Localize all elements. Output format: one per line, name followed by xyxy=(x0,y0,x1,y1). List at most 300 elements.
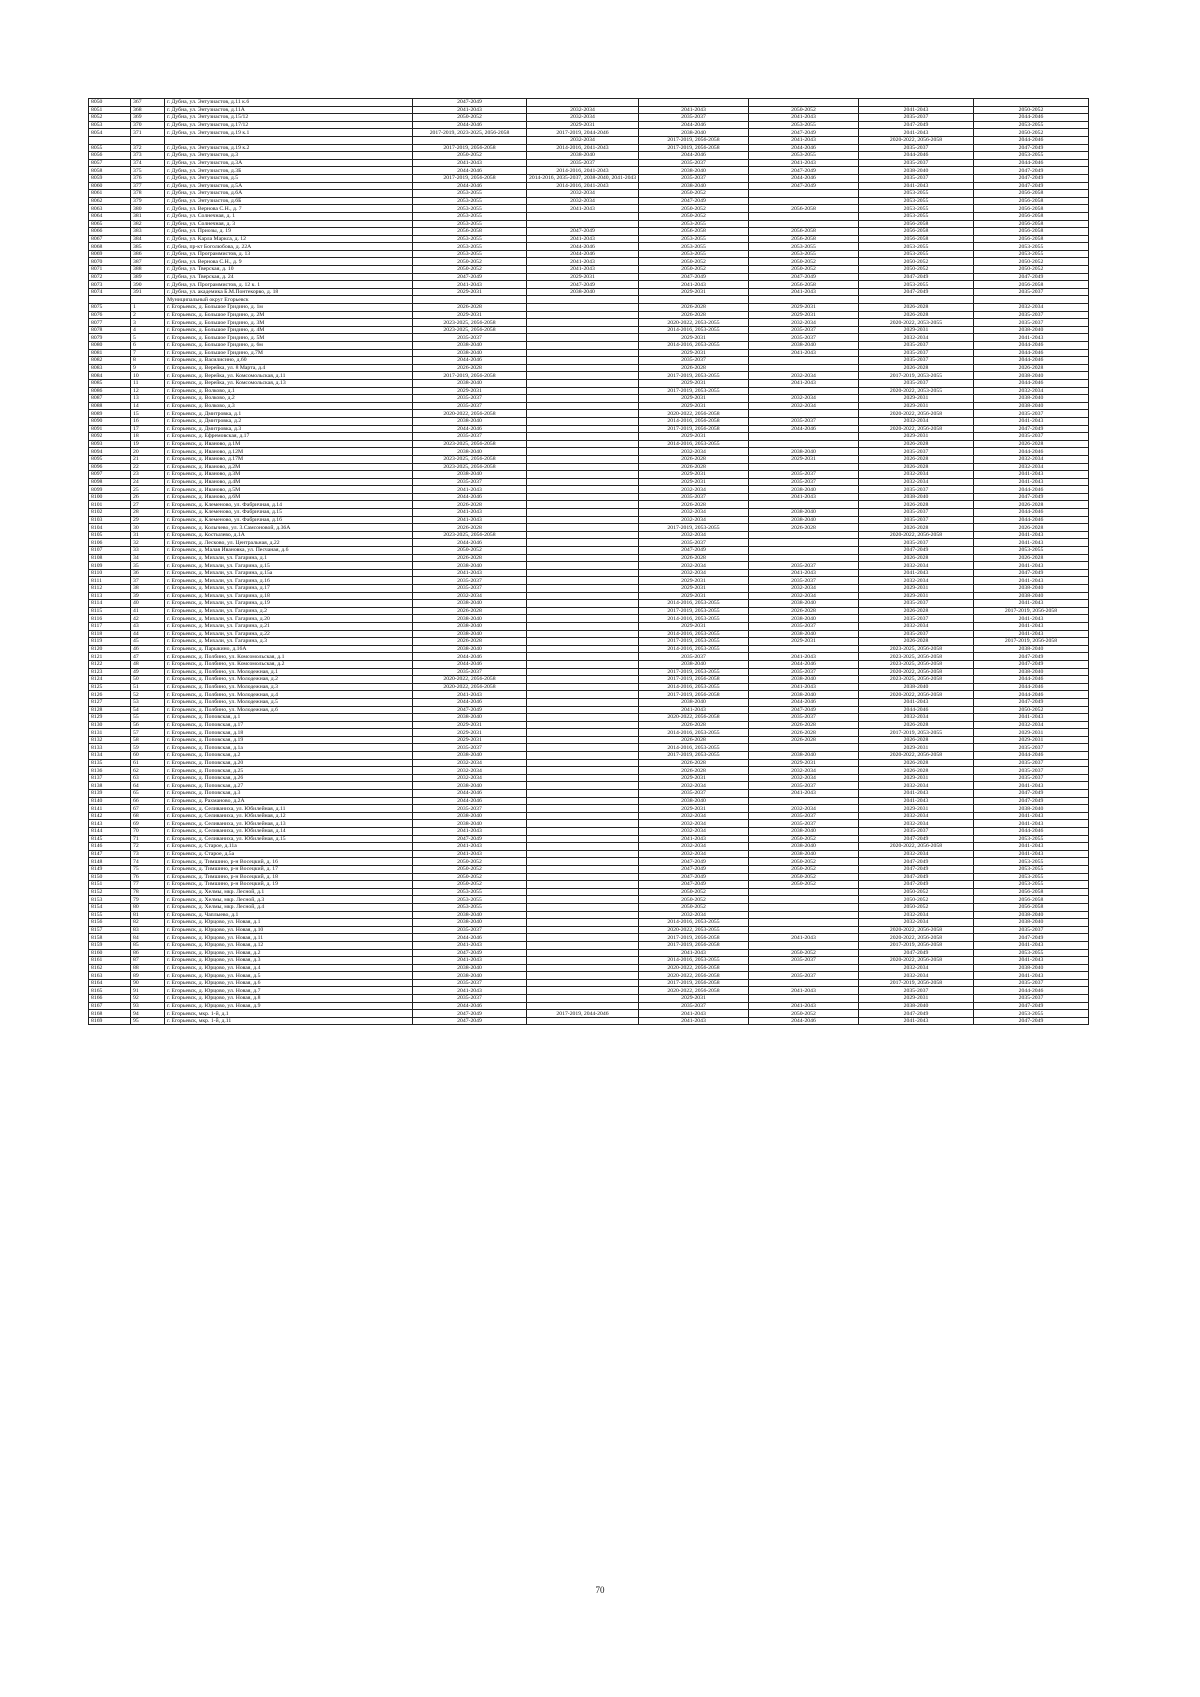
period-3-cell: 2020-2022, 2056-2058 xyxy=(639,972,749,980)
table-row xyxy=(89,850,1089,858)
period-6-cell: 2032-2034 xyxy=(974,463,1089,471)
period-2-cell xyxy=(527,592,639,600)
period-1-cell: 2041-2043 xyxy=(413,106,527,114)
period-4-cell: 2050-2052 xyxy=(749,873,859,881)
period-2-cell xyxy=(527,698,639,706)
period-4-cell: 2038-2040 xyxy=(749,448,859,456)
period-2-cell xyxy=(527,782,639,790)
period-1-cell: 2050-2052 xyxy=(413,547,527,555)
period-5-cell: 2053-2055 xyxy=(859,243,974,251)
row-index-cell: 8149 xyxy=(89,865,131,873)
period-4-cell: 2038-2040 xyxy=(749,676,859,684)
period-3-cell: 2029-2031 xyxy=(639,349,749,357)
period-4-cell: 2044-2046 xyxy=(749,698,859,706)
period-3-cell: 2029-2031 xyxy=(639,478,749,486)
period-5-cell: 2029-2031 xyxy=(859,585,974,593)
row-index-cell: 8070 xyxy=(89,258,131,266)
table-row xyxy=(89,1010,1089,1018)
period-6-cell: 2038-2040 xyxy=(974,919,1089,927)
period-1-cell: 2032-2034 xyxy=(413,767,527,775)
period-6-cell: 2044-2046 xyxy=(974,379,1089,387)
period-5-cell: 2026-2028 xyxy=(859,721,974,729)
period-6-cell: 2035-2037 xyxy=(974,744,1089,752)
period-2-cell xyxy=(527,607,639,615)
period-2-cell xyxy=(527,949,639,957)
address-cell: г. Егорьевск, д. Михали, ул. Гагарина, д.15а xyxy=(165,569,413,577)
address-cell: г. Егорьевск, д. Большое Гридино, д. 4М xyxy=(165,326,413,334)
address-cell: г. Дубна, ул. академика Б.М.Понтекорво, д. 18 xyxy=(165,288,413,296)
table-row xyxy=(89,349,1089,357)
table-row xyxy=(89,379,1089,387)
address-cell: г. Егорьевск, д. Тимшино, р-н Восецкий, д. 19 xyxy=(165,881,413,889)
address-cell: г. Егорьевск, д. Иваново, д.6М xyxy=(165,493,413,501)
period-2-cell: 2032-2034 xyxy=(527,136,639,144)
period-5-cell: 2017-2019, 2053-2055 xyxy=(859,372,974,380)
period-6-cell: 2047-2049 xyxy=(974,934,1089,942)
period-4-cell: 2053-2055 xyxy=(749,243,859,251)
table-row xyxy=(89,706,1089,714)
period-6-cell: 2038-2040 xyxy=(974,964,1089,972)
table-row xyxy=(89,919,1089,927)
row-index-cell: 8053 xyxy=(89,121,131,129)
period-5-cell: 2020-2022, 2056-2058 xyxy=(859,668,974,676)
row-index-cell: 8088 xyxy=(89,402,131,410)
period-3-cell: 2050-2052 xyxy=(639,903,749,911)
period-3-cell: 2029-2031 xyxy=(639,585,749,593)
address-cell: г. Егорьевск, д. Полбино, ул. Молодежная, д.4 xyxy=(165,691,413,699)
table-row xyxy=(89,835,1089,843)
period-4-cell: 2035-2037 xyxy=(749,972,859,980)
period-5-cell: 2026-2028 xyxy=(859,607,974,615)
period-6-cell: 2041-2043 xyxy=(974,957,1089,965)
row-index-cell: 8120 xyxy=(89,645,131,653)
period-6-cell: 2038-2040 xyxy=(974,326,1089,334)
period-1-cell: 2035-2037 xyxy=(413,979,527,987)
period-6-cell: 2041-2043 xyxy=(974,417,1089,425)
period-2-cell xyxy=(527,471,639,479)
row-number-cell: 21 xyxy=(131,455,165,463)
period-4-cell: 2053-2055 xyxy=(749,250,859,258)
period-5-cell: 2020-2022, 2053-2055 xyxy=(859,387,974,395)
address-cell: г. Егорьевск, д. Большое Гридино, д. 5М xyxy=(165,334,413,342)
period-4-cell: 2050-2052 xyxy=(749,858,859,866)
period-4-cell: 2053-2055 xyxy=(749,152,859,160)
row-number-cell: 18 xyxy=(131,433,165,441)
period-5-cell: 2020-2022, 2056-2058 xyxy=(859,531,974,539)
period-5-cell: 2041-2043 xyxy=(859,698,974,706)
address-cell: г. Егорьевск, д. Юрцово, ул. Новая, д.3 xyxy=(165,957,413,965)
row-number-cell: 3 xyxy=(131,319,165,327)
period-4-cell: 2047-2049 xyxy=(749,129,859,137)
period-2-cell xyxy=(527,417,639,425)
period-6-cell: 2038-2040 xyxy=(974,585,1089,593)
period-3-cell: 2017-2019, 2056-2058 xyxy=(639,676,749,684)
row-index-cell: 8090 xyxy=(89,417,131,425)
period-5-cell: 2020-2022, 2056-2058 xyxy=(859,752,974,760)
period-2-cell xyxy=(527,600,639,608)
period-5-cell: 2038-2040 xyxy=(859,167,974,175)
period-3-cell: 2032-2034 xyxy=(639,562,749,570)
row-number-cell: 46 xyxy=(131,645,165,653)
row-index-cell: 8162 xyxy=(89,964,131,972)
period-1-cell: 2041-2043 xyxy=(413,509,527,517)
row-number-cell: 45 xyxy=(131,638,165,646)
period-5-cell: 2047-2049 xyxy=(859,1010,974,1018)
period-5-cell: 2020-2022, 2056-2058 xyxy=(859,691,974,699)
period-2-cell xyxy=(527,835,639,843)
period-3-cell: 2017-2019, 2056-2058 xyxy=(639,941,749,949)
address-cell: г. Егорьевск, д. Иваново, д.5М xyxy=(165,486,413,494)
address-cell: г. Егорьевск, мкр. 1-й, д.11 xyxy=(165,1017,413,1025)
row-number-cell: 80 xyxy=(131,903,165,911)
row-number-cell: 95 xyxy=(131,1017,165,1025)
period-4-cell: 2038-2040 xyxy=(749,509,859,517)
period-2-cell xyxy=(527,797,639,805)
address-cell: г. Дубна, ул. Энтузиастов, д.17/12 xyxy=(165,121,413,129)
period-5-cell: 2050-2052 xyxy=(859,258,974,266)
address-cell: г. Егорьевск, д. Михали, ул. Гагарина, д.19 xyxy=(165,600,413,608)
period-2-cell: 2032-2034 xyxy=(527,190,639,198)
period-1-cell: 2038-2040 xyxy=(413,782,527,790)
period-2-cell xyxy=(527,402,639,410)
row-index-cell: 8064 xyxy=(89,212,131,220)
row-number-cell: 63 xyxy=(131,774,165,782)
period-2-cell xyxy=(527,759,639,767)
row-index-cell: 8140 xyxy=(89,797,131,805)
row-number-cell: 373 xyxy=(131,152,165,160)
address-cell: г. Егорьевск, д. Михали, ул. Гагарина, д.16 xyxy=(165,577,413,585)
period-5-cell: 2047-2049 xyxy=(859,858,974,866)
period-1-cell: 2053-2055 xyxy=(413,205,527,213)
period-4-cell xyxy=(749,364,859,372)
period-3-cell: 2017-2019, 2056-2058 xyxy=(639,136,749,144)
row-number-cell: 74 xyxy=(131,858,165,866)
row-index-cell: 8098 xyxy=(89,478,131,486)
period-4-cell xyxy=(749,440,859,448)
period-4-cell xyxy=(749,463,859,471)
row-index-cell: 8143 xyxy=(89,820,131,828)
period-4-cell xyxy=(749,296,859,304)
period-4-cell xyxy=(749,197,859,205)
period-5-cell: 2023-2025, 2056-2058 xyxy=(859,645,974,653)
row-index-cell: 8063 xyxy=(89,205,131,213)
row-index-cell: 8118 xyxy=(89,630,131,638)
period-6-cell: 2047-2049 xyxy=(974,493,1089,501)
period-4-cell xyxy=(749,212,859,220)
period-5-cell: 2047-2049 xyxy=(859,121,974,129)
period-1-cell: 2023-2025, 2056-2058 xyxy=(413,319,527,327)
period-5-cell: 2026-2028 xyxy=(859,759,974,767)
period-4-cell xyxy=(749,190,859,198)
period-3-cell: 2053-2055 xyxy=(639,220,749,228)
address-cell: г. Егорьевск, д. Поповская, д.20 xyxy=(165,759,413,767)
period-3-cell: 2014-2016, 2053-2055 xyxy=(639,342,749,350)
period-4-cell: 2041-2043 xyxy=(749,987,859,995)
period-5-cell: 2035-2037 xyxy=(859,357,974,365)
period-2-cell: 2041-2043 xyxy=(527,258,639,266)
row-index-cell: 8087 xyxy=(89,395,131,403)
period-5-cell: 2044-2046 xyxy=(859,152,974,160)
period-2-cell: 2038-2040 xyxy=(527,288,639,296)
period-4-cell: 2035-2037 xyxy=(749,714,859,722)
period-2-cell xyxy=(527,509,639,517)
period-2-cell xyxy=(527,448,639,456)
row-number-cell: 50 xyxy=(131,676,165,684)
period-3-cell: 2047-2049 xyxy=(639,865,749,873)
period-5-cell: 2044-2046 xyxy=(859,706,974,714)
period-4-cell: 2044-2046 xyxy=(749,174,859,182)
period-1-cell: 2035-2037 xyxy=(413,433,527,441)
row-index-cell: 8119 xyxy=(89,638,131,646)
period-1-cell: 2026-2028 xyxy=(413,364,527,372)
row-number-cell: 26 xyxy=(131,493,165,501)
period-3-cell: 2035-2037 xyxy=(639,174,749,182)
table-row xyxy=(89,903,1089,911)
row-index-cell: 8152 xyxy=(89,888,131,896)
period-4-cell: 2032-2034 xyxy=(749,319,859,327)
table-row xyxy=(89,342,1089,350)
period-3-cell: 2020-2022, 2053-2055 xyxy=(639,319,749,327)
address-cell: г. Егорьевск, д. Иваново, д.12М xyxy=(165,448,413,456)
period-4-cell: 2041-2043 xyxy=(749,934,859,942)
period-6-cell: 2050-2052 xyxy=(974,266,1089,274)
period-2-cell: 2035-2037 xyxy=(527,159,639,167)
period-4-cell xyxy=(749,896,859,904)
address-cell: г. Егорьевск, д. Хелмы, мкр. Лесной, д.3 xyxy=(165,896,413,904)
row-number-cell: 47 xyxy=(131,653,165,661)
row-index-cell: 8135 xyxy=(89,759,131,767)
row-number-cell: 385 xyxy=(131,243,165,251)
period-4-cell: 2050-2052 xyxy=(749,106,859,114)
period-2-cell xyxy=(527,888,639,896)
address-cell: г. Егорьевск, д. Большое Гридино, д. 6м xyxy=(165,342,413,350)
period-4-cell: 2035-2037 xyxy=(749,782,859,790)
period-1-cell: 2029-2031 xyxy=(413,288,527,296)
period-5-cell: 2023-2025, 2056-2058 xyxy=(859,660,974,668)
row-index-cell: 8081 xyxy=(89,349,131,357)
period-5-cell: 2026-2028 xyxy=(859,638,974,646)
row-index-cell: 8086 xyxy=(89,387,131,395)
period-6-cell: 2041-2043 xyxy=(974,562,1089,570)
period-3-cell: 2053-2055 xyxy=(639,235,749,243)
period-2-cell xyxy=(527,805,639,813)
address-cell: г. Егорьевск, д. Полбино, ул. Молодежная, д.1 xyxy=(165,668,413,676)
table-row xyxy=(89,774,1089,782)
row-index-cell: 8056 xyxy=(89,152,131,160)
row-number-cell: 16 xyxy=(131,417,165,425)
row-index-cell: 8085 xyxy=(89,379,131,387)
period-6-cell: 2047-2049 xyxy=(974,653,1089,661)
address-cell: г. Егорьевск, д. Верейка, ул. Комсомольская, д.13 xyxy=(165,379,413,387)
table-row xyxy=(89,182,1089,190)
row-index-cell: 8073 xyxy=(89,281,131,289)
row-index-cell: 8142 xyxy=(89,812,131,820)
period-1-cell: 2044-2046 xyxy=(413,1002,527,1010)
period-1-cell: 2041-2043 xyxy=(413,691,527,699)
period-4-cell xyxy=(749,797,859,805)
period-3-cell: 2017-2019, 2056-2058 xyxy=(639,979,749,987)
period-6-cell: 2041-2043 xyxy=(974,630,1089,638)
address-cell: г. Егорьевск, д. Михали, ул. Гагарина, д.2 xyxy=(165,607,413,615)
table-row xyxy=(89,220,1089,228)
row-index-cell: 8159 xyxy=(89,941,131,949)
period-5-cell: 2020-2022, 2053-2055 xyxy=(859,319,974,327)
period-2-cell xyxy=(527,372,639,380)
period-1-cell: 2035-2037 xyxy=(413,402,527,410)
row-number-cell: 6 xyxy=(131,342,165,350)
period-2-cell xyxy=(527,615,639,623)
row-index-cell: 8151 xyxy=(89,881,131,889)
row-number-cell: 81 xyxy=(131,911,165,919)
period-6-cell: 2032-2034 xyxy=(974,455,1089,463)
period-1-cell: 2038-2040 xyxy=(413,630,527,638)
period-2-cell xyxy=(527,455,639,463)
period-1-cell: 2050-2052 xyxy=(413,152,527,160)
period-4-cell: 2038-2040 xyxy=(749,752,859,760)
table-row xyxy=(89,873,1089,881)
address-cell: г. Егорьевск, д. Юрцово, ул. Новая, д.9 xyxy=(165,1002,413,1010)
row-number-cell: 19 xyxy=(131,440,165,448)
period-1-cell: 2044-2046 xyxy=(413,790,527,798)
period-3-cell: 2038-2040 xyxy=(639,129,749,137)
period-2-cell xyxy=(527,1002,639,1010)
period-1-cell: 2044-2046 xyxy=(413,539,527,547)
period-4-cell: 2038-2040 xyxy=(749,600,859,608)
period-4-cell xyxy=(749,531,859,539)
period-2-cell xyxy=(527,379,639,387)
period-5-cell: 2029-2031 xyxy=(859,395,974,403)
period-4-cell: 2029-2031 xyxy=(749,455,859,463)
period-1-cell: 2053-2055 xyxy=(413,250,527,258)
row-number-cell: 379 xyxy=(131,197,165,205)
row-index-cell: 8089 xyxy=(89,410,131,418)
address-cell: г. Егорьевск, д. Малая Ивановка, ул. Песчаная, д.6 xyxy=(165,547,413,555)
row-index-cell: 8110 xyxy=(89,569,131,577)
period-6-cell: 2044-2046 xyxy=(974,486,1089,494)
period-3-cell: 2017-2019, 2056-2058 xyxy=(639,144,749,152)
period-6-cell: 2038-2040 xyxy=(974,372,1089,380)
table-row xyxy=(89,433,1089,441)
row-index-cell: 8061 xyxy=(89,190,131,198)
table-row xyxy=(89,577,1089,585)
period-1-cell: 2029-2031 xyxy=(413,721,527,729)
period-1-cell: 2038-2040 xyxy=(413,812,527,820)
period-4-cell: 2038-2040 xyxy=(749,516,859,524)
row-index-cell: 8136 xyxy=(89,767,131,775)
row-index-cell: 8091 xyxy=(89,425,131,433)
table-row xyxy=(89,972,1089,980)
period-1-cell: 2041-2043 xyxy=(413,850,527,858)
period-1-cell: 2047-2049 xyxy=(413,1017,527,1025)
period-3-cell: 2029-2031 xyxy=(639,395,749,403)
period-1-cell: 2053-2055 xyxy=(413,896,527,904)
period-4-cell: 2032-2034 xyxy=(749,395,859,403)
period-2-cell xyxy=(527,493,639,501)
row-number-cell: 70 xyxy=(131,828,165,836)
period-3-cell: 2035-2037 xyxy=(639,1002,749,1010)
row-number-cell: 87 xyxy=(131,957,165,965)
address-cell: г. Егорьевск, д. Старое, д.11а xyxy=(165,843,413,851)
row-number-cell: 388 xyxy=(131,266,165,274)
period-1-cell: 2026-2028 xyxy=(413,638,527,646)
table-row xyxy=(89,630,1089,638)
period-6-cell: 2056-2058 xyxy=(974,888,1089,896)
period-1-cell: 2026-2028 xyxy=(413,607,527,615)
address-cell: г. Егорьевск, д. Старое, д.5а xyxy=(165,850,413,858)
period-4-cell: 2035-2037 xyxy=(749,471,859,479)
period-4-cell: 2038-2040 xyxy=(749,691,859,699)
period-2-cell xyxy=(527,319,639,327)
table-row xyxy=(89,736,1089,744)
period-1-cell: 2041-2043 xyxy=(413,828,527,836)
address-cell: г. Егорьевск, д. Верейка, ул. 8 Марта, д.4 xyxy=(165,364,413,372)
period-4-cell xyxy=(749,501,859,509)
period-4-cell xyxy=(749,220,859,228)
table-row xyxy=(89,364,1089,372)
period-3-cell: 2014-2016, 2053-2055 xyxy=(639,326,749,334)
row-index-cell: 8071 xyxy=(89,266,131,274)
period-6-cell: 2056-2058 xyxy=(974,205,1089,213)
period-3-cell: 2038-2040 xyxy=(639,167,749,175)
period-6-cell xyxy=(974,99,1089,107)
row-number-cell: 30 xyxy=(131,524,165,532)
period-5-cell: 2032-2034 xyxy=(859,812,974,820)
row-number-cell: 29 xyxy=(131,516,165,524)
period-2-cell xyxy=(527,668,639,676)
address-cell: г. Егорьевск, д. Полбино, ул. Молодежная, д.5 xyxy=(165,698,413,706)
period-2-cell xyxy=(527,911,639,919)
period-1-cell: 2038-2040 xyxy=(413,417,527,425)
period-4-cell xyxy=(749,995,859,1003)
period-2-cell: 2017-2019, 2044-2046 xyxy=(527,129,639,137)
table-row xyxy=(89,326,1089,334)
period-1-cell: 2017-2019, 2056-2058 xyxy=(413,144,527,152)
period-5-cell: 2017-2019, 2056-2058 xyxy=(859,941,974,949)
period-3-cell: 2041-2043 xyxy=(639,706,749,714)
period-3-cell: 2026-2028 xyxy=(639,721,749,729)
table-row xyxy=(89,319,1089,327)
period-3-cell: 2029-2031 xyxy=(639,995,749,1003)
period-3-cell: 2035-2037 xyxy=(639,790,749,798)
address-cell: г. Дубна, ул. Тверская, д. 10 xyxy=(165,266,413,274)
period-6-cell: 2035-2037 xyxy=(974,995,1089,1003)
period-2-cell xyxy=(527,744,639,752)
period-3-cell: 2050-2052 xyxy=(639,212,749,220)
row-number-cell: 27 xyxy=(131,501,165,509)
period-4-cell xyxy=(749,888,859,896)
period-6-cell: 2017-2019, 2056-2058 xyxy=(974,638,1089,646)
period-3-cell: 2029-2031 xyxy=(639,402,749,410)
row-number-cell: 4 xyxy=(131,326,165,334)
period-2-cell xyxy=(527,357,639,365)
period-2-cell xyxy=(527,941,639,949)
table-row xyxy=(89,1002,1089,1010)
period-5-cell: 2026-2028 xyxy=(859,304,974,312)
period-4-cell: 2056-2058 xyxy=(749,281,859,289)
row-index-cell: 8147 xyxy=(89,850,131,858)
address-cell: г. Егорьевск, д. Хелмы, мкр. Лесной, д.1 xyxy=(165,888,413,896)
period-4-cell: 2056-2058 xyxy=(749,205,859,213)
period-4-cell: 2032-2034 xyxy=(749,592,859,600)
row-number-cell: 83 xyxy=(131,926,165,934)
address-cell: г. Дубна, ул. Энтузиастов, д.5 xyxy=(165,174,413,182)
period-4-cell: 2041-2043 xyxy=(749,379,859,387)
period-3-cell: 2017-2019, 2053-2055 xyxy=(639,524,749,532)
period-5-cell: 2035-2037 xyxy=(859,516,974,524)
period-3-cell: 2047-2049 xyxy=(639,273,749,281)
period-6-cell: 2038-2040 xyxy=(974,668,1089,676)
period-2-cell xyxy=(527,99,639,107)
